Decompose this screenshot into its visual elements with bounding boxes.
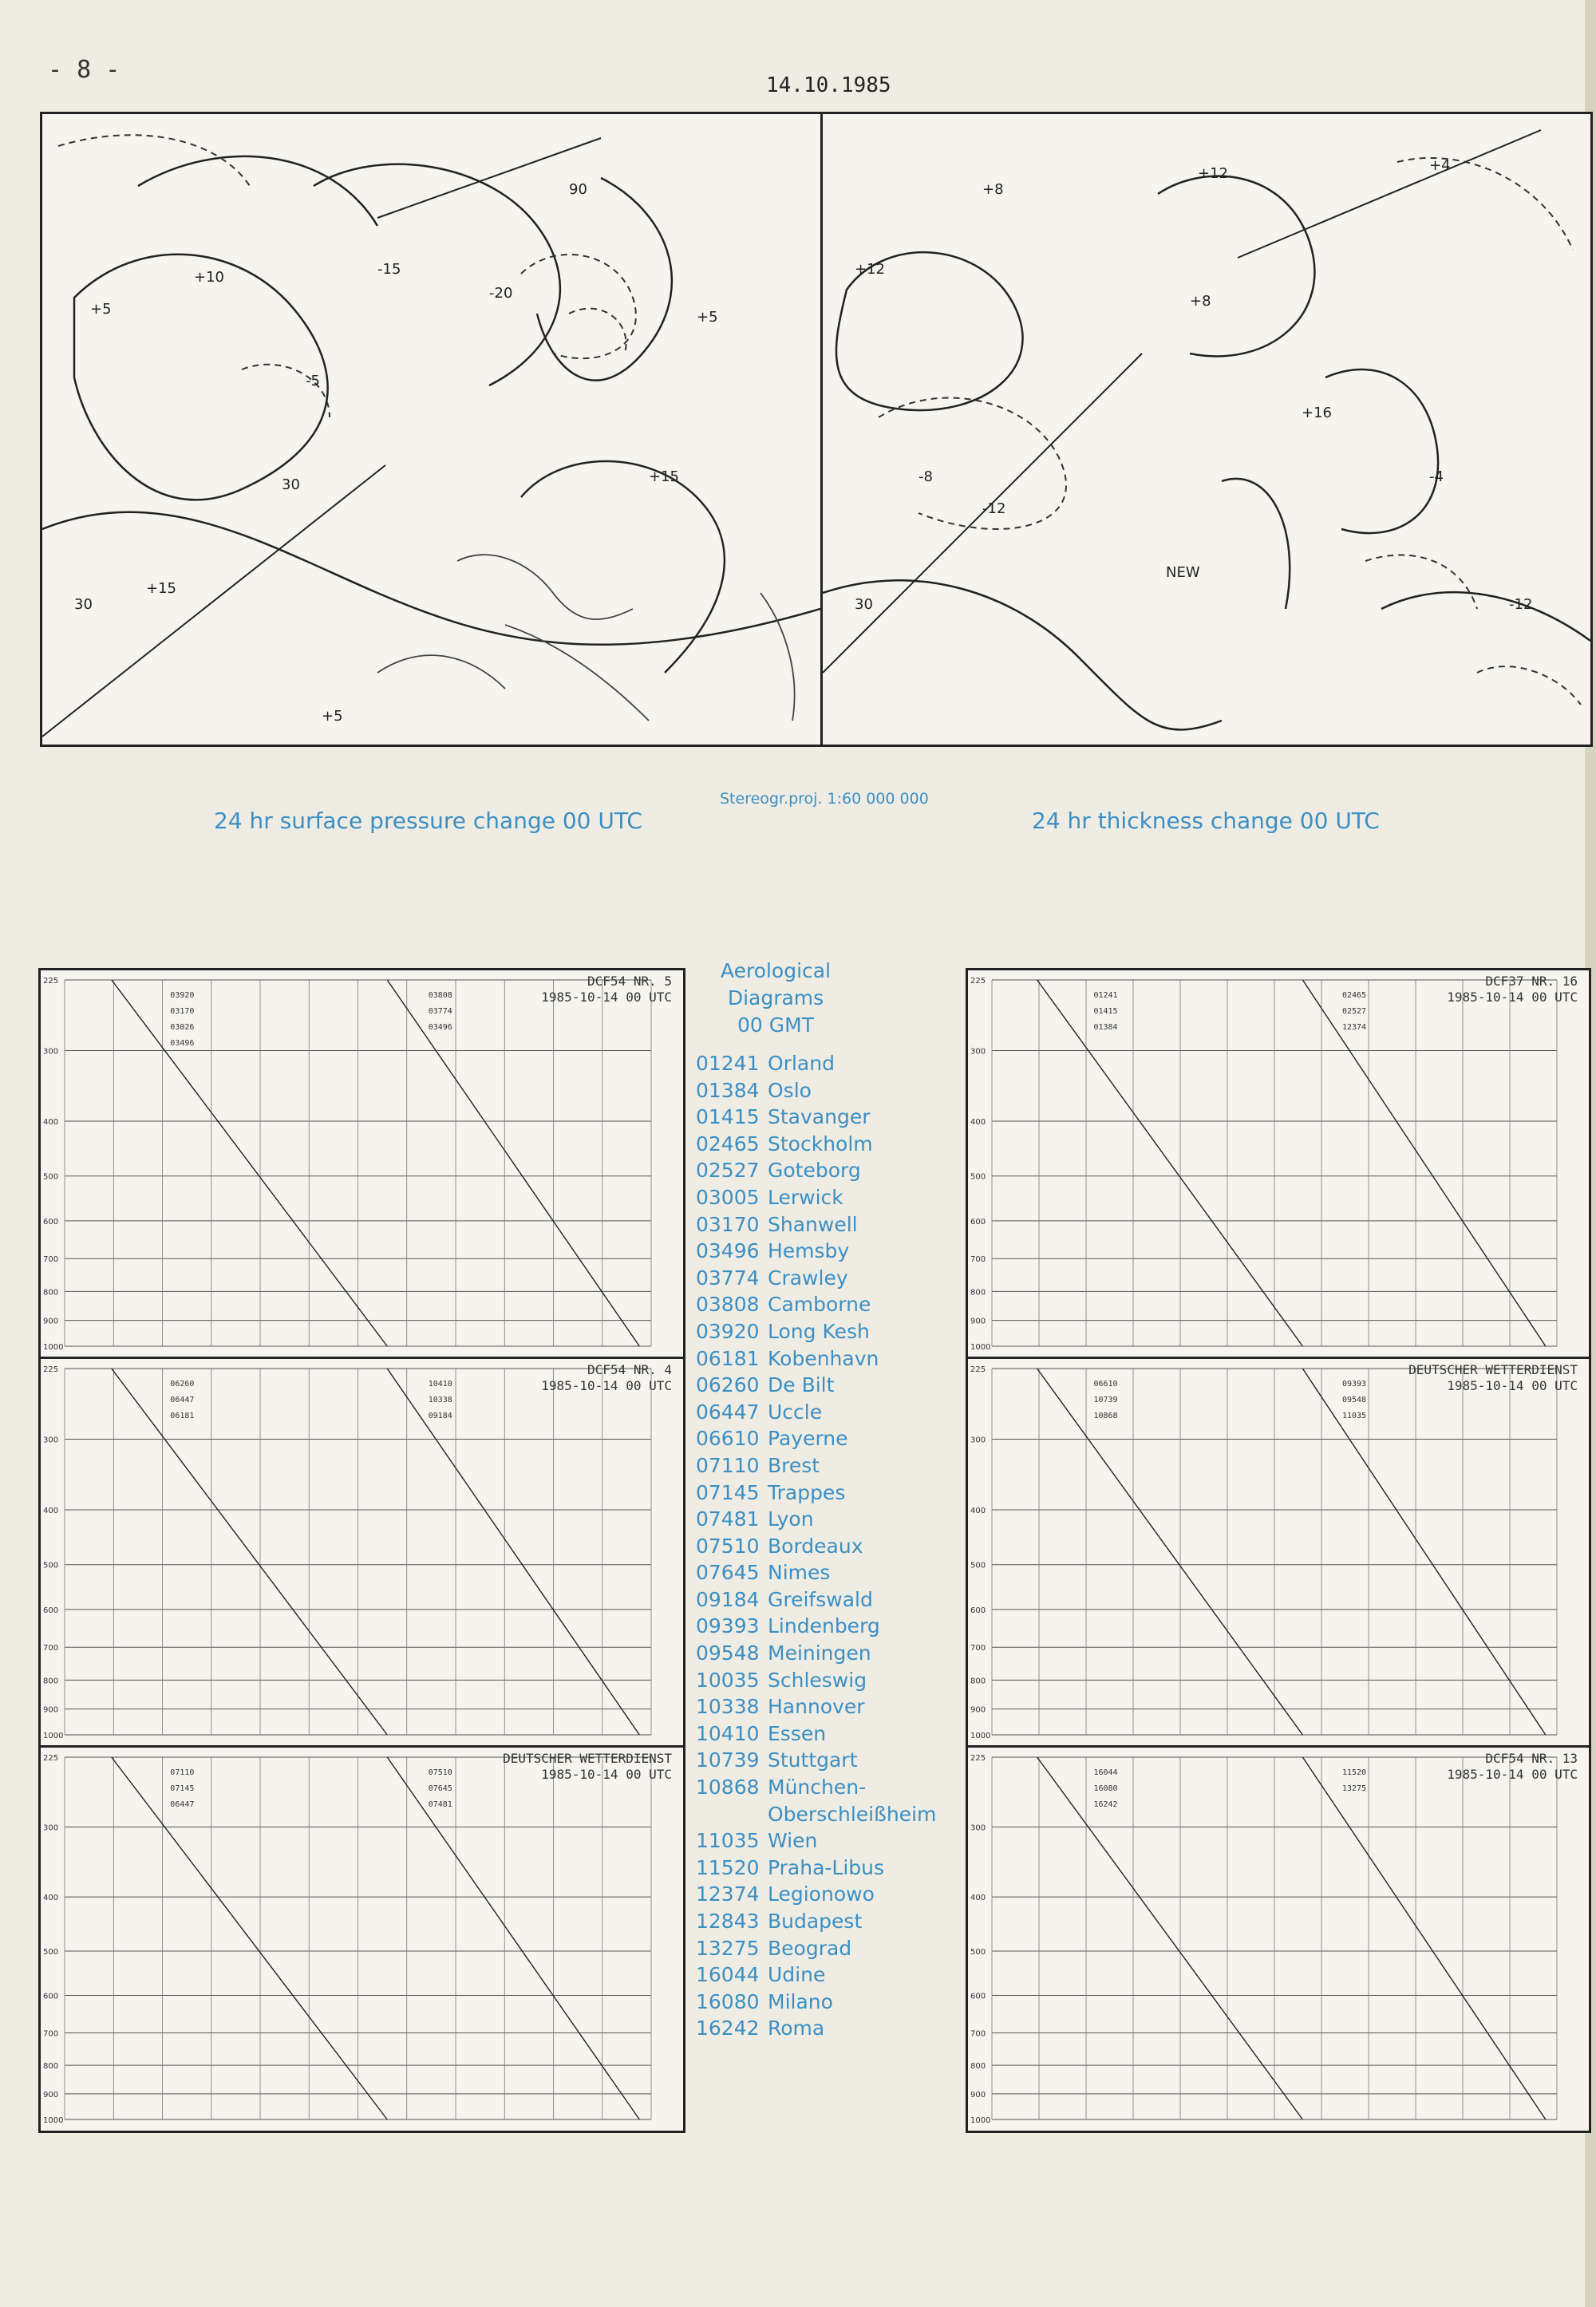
diagram-station-code: 07645 bbox=[428, 1784, 452, 1793]
diagram-station-code: 11520 bbox=[1341, 1768, 1367, 1777]
station-name: Budapest bbox=[768, 1910, 863, 1933]
pressure-tick-label: 700 bbox=[43, 2029, 59, 2039]
station-code: 01415 bbox=[696, 1105, 760, 1129]
station-name: Lyon bbox=[768, 1507, 814, 1531]
aerological-diagram-5 bbox=[966, 1357, 1591, 1748]
station-name: Wien bbox=[768, 1829, 818, 1853]
svg-text:30: 30 bbox=[74, 596, 93, 613]
aerological-diagram-1 bbox=[38, 968, 685, 1360]
station-name: Udine bbox=[768, 1963, 826, 1987]
station-name: München- bbox=[768, 1776, 867, 1799]
station-code: 12843 bbox=[696, 1910, 760, 1933]
pressure-tick-label: 225 bbox=[43, 1365, 59, 1374]
station-row bbox=[696, 1425, 959, 1452]
station-code: 16044 bbox=[696, 1963, 760, 1987]
station-row bbox=[696, 1747, 959, 1774]
station-code: 02527 bbox=[696, 1159, 760, 1183]
pressure-tick-label: 1000 bbox=[970, 1732, 991, 1740]
svg-text:+8: +8 bbox=[982, 181, 1004, 198]
pressure-tick-label: 1000 bbox=[970, 1343, 991, 1352]
station-row bbox=[696, 1506, 959, 1533]
pressure-tick-label: 600 bbox=[43, 1606, 59, 1615]
diagram-title: DEUTSCHER WETTERDIENST 1985-10-14 00 UTC bbox=[503, 1751, 672, 1782]
pressure-tick-label: 500 bbox=[43, 1561, 59, 1570]
aerological-diagram-6 bbox=[966, 1745, 1591, 2133]
station-name: Trappes bbox=[768, 1480, 846, 1504]
pressure-tick-label: 800 bbox=[970, 1677, 986, 1686]
svg-text:-4: -4 bbox=[1429, 468, 1444, 485]
diagram-grid bbox=[968, 1359, 1589, 1746]
svg-text:+4: +4 bbox=[1429, 157, 1451, 174]
station-code: 01241 bbox=[696, 1052, 760, 1075]
station-name: Lerwick bbox=[768, 1185, 843, 1209]
diagram-title: DCF54 NR. 13 1985-10-14 00 UTC bbox=[1447, 1751, 1578, 1782]
diagram-station-code: 10739 bbox=[1093, 1396, 1118, 1404]
station-code: 09184 bbox=[696, 1587, 760, 1611]
diagram-station-code: 09548 bbox=[1341, 1396, 1367, 1404]
page-number: - 8 - bbox=[48, 56, 120, 84]
station-code: 01384 bbox=[696, 1078, 760, 1102]
svg-text:-12: -12 bbox=[1509, 596, 1533, 613]
station-row bbox=[696, 1855, 959, 1882]
station-name: Stuttgart bbox=[768, 1748, 858, 1772]
pressure-tick-label: 500 bbox=[43, 1172, 59, 1182]
pressure-change-map bbox=[40, 112, 823, 747]
pressure-tick-label: 225 bbox=[970, 1365, 986, 1374]
station-code: 16080 bbox=[696, 1989, 760, 2013]
station-name: Goteborg bbox=[768, 1159, 861, 1183]
station-code: 03920 bbox=[696, 1319, 760, 1343]
diagram-station-code: 01241 bbox=[1093, 991, 1118, 1000]
station-code: 03170 bbox=[696, 1212, 760, 1236]
station-name: Bordeaux bbox=[768, 1534, 863, 1558]
diagram-station-code: 16080 bbox=[1093, 1784, 1118, 1793]
diagram-station-code: 02527 bbox=[1341, 1007, 1367, 1016]
diagram-station-code: 01384 bbox=[1093, 1023, 1118, 1032]
station-name: Crawley bbox=[768, 1266, 848, 1290]
diagram-station-code: 09393 bbox=[1341, 1380, 1367, 1389]
station-name: Oslo bbox=[768, 1078, 812, 1102]
diagram-title: DCF37 NR. 16 1985-10-14 00 UTC bbox=[1447, 974, 1578, 1005]
diagram-station-code: 03920 bbox=[170, 991, 195, 1000]
thickness-map-drawing bbox=[823, 114, 1590, 745]
station-row bbox=[696, 1559, 959, 1586]
station-row bbox=[696, 1908, 959, 1935]
diagram-station-code: 16044 bbox=[1093, 1768, 1118, 1777]
pressure-tick-label: 225 bbox=[970, 1754, 986, 1763]
pressure-tick-label: 1000 bbox=[970, 2116, 991, 2125]
diagram-title: DCF54 NR. 5 1985-10-14 00 UTC bbox=[541, 974, 672, 1005]
map-projection-note: Stereogr.proj. 1:60 000 000 bbox=[720, 790, 929, 808]
svg-text:+10: +10 bbox=[194, 269, 224, 286]
station-name: Oberschleißheim bbox=[768, 1802, 937, 1826]
station-code: 16242 bbox=[696, 2017, 760, 2040]
diagram-station-code: 06610 bbox=[1093, 1380, 1118, 1389]
station-name: Camborne bbox=[768, 1293, 871, 1317]
pressure-tick-label: 900 bbox=[970, 2090, 986, 2100]
svg-text:+5: +5 bbox=[90, 301, 112, 318]
heading-line-2: Diagrams bbox=[727, 986, 824, 1009]
pressure-tick-label: 400 bbox=[970, 1118, 986, 1128]
svg-text:-15: -15 bbox=[377, 261, 401, 278]
diagram-grid bbox=[41, 970, 683, 1357]
pressure-tick-label: 800 bbox=[43, 2062, 59, 2072]
pressure-tick-label: 500 bbox=[970, 1948, 986, 1957]
pressure-tick-label: 700 bbox=[970, 2029, 986, 2039]
diagram-station-code: 07110 bbox=[170, 1768, 195, 1777]
station-name: Nimes bbox=[768, 1561, 831, 1585]
diagram-station-code: 10410 bbox=[428, 1380, 452, 1389]
svg-text:-20: -20 bbox=[489, 285, 513, 302]
station-code: 03774 bbox=[696, 1266, 760, 1290]
pressure-tick-label: 300 bbox=[970, 1436, 986, 1445]
pressure-map-caption: 24 hr surface pressure change 00 UTC bbox=[214, 808, 642, 834]
aerological-diagram-3 bbox=[38, 1745, 685, 2133]
station-row bbox=[696, 1131, 959, 1158]
pressure-tick-label: 300 bbox=[43, 1047, 59, 1057]
svg-text:30: 30 bbox=[282, 476, 300, 493]
svg-text:+12: +12 bbox=[855, 261, 885, 278]
pressure-tick-label: 225 bbox=[43, 977, 59, 986]
station-name: Hannover bbox=[768, 1695, 865, 1719]
pressure-tick-label: 500 bbox=[43, 1948, 59, 1957]
station-row bbox=[696, 1211, 959, 1238]
pressure-tick-label: 300 bbox=[43, 1823, 59, 1833]
diagram-station-code: 03808 bbox=[428, 991, 452, 1000]
diagram-station-code: 07481 bbox=[428, 1800, 452, 1809]
station-name: Uccle bbox=[768, 1400, 823, 1424]
station-name: Beograd bbox=[768, 1936, 852, 1960]
diagram-station-code: 01415 bbox=[1093, 1007, 1118, 1016]
station-code: 06447 bbox=[696, 1400, 760, 1424]
svg-text:-5: -5 bbox=[306, 373, 320, 389]
station-row bbox=[696, 1104, 959, 1131]
pressure-tick-label: 225 bbox=[43, 1754, 59, 1763]
station-code: 09393 bbox=[696, 1614, 760, 1638]
pressure-tick-label: 700 bbox=[43, 1255, 59, 1265]
pressure-tick-label: 1000 bbox=[43, 2116, 64, 2125]
station-code: 11520 bbox=[696, 1855, 760, 1879]
station-name: Essen bbox=[768, 1721, 827, 1745]
station-row bbox=[696, 1291, 959, 1318]
page-date: 14.10.1985 bbox=[766, 73, 891, 97]
station-code: 10338 bbox=[696, 1695, 760, 1719]
diagram-station-code: 03496 bbox=[428, 1023, 452, 1032]
station-code: 10035 bbox=[696, 1668, 760, 1692]
station-code: 13275 bbox=[696, 1936, 760, 1960]
diagram-station-code: 03026 bbox=[170, 1023, 195, 1032]
svg-text:-8: -8 bbox=[918, 468, 933, 485]
station-code: 03005 bbox=[696, 1185, 760, 1209]
diagram-title: DCF54 NR. 4 1985-10-14 00 UTC bbox=[541, 1362, 672, 1393]
station-name: Schleswig bbox=[768, 1668, 867, 1692]
station-name: Lindenberg bbox=[768, 1614, 880, 1638]
pressure-tick-label: 500 bbox=[970, 1172, 986, 1182]
station-row bbox=[696, 1157, 959, 1184]
station-row bbox=[696, 1399, 959, 1426]
svg-text:30: 30 bbox=[855, 596, 873, 613]
station-code: 07145 bbox=[696, 1480, 760, 1504]
station-code: 07481 bbox=[696, 1507, 760, 1531]
station-row bbox=[696, 1345, 959, 1373]
station-row bbox=[696, 1238, 959, 1265]
pressure-tick-label: 1000 bbox=[43, 1732, 64, 1740]
station-name: Shanwell bbox=[768, 1212, 858, 1236]
station-row bbox=[696, 1667, 959, 1694]
pressure-tick-label: 900 bbox=[43, 2090, 59, 2100]
svg-text:+5: +5 bbox=[322, 708, 343, 725]
station-name: Hemsby bbox=[768, 1239, 850, 1263]
diagram-station-code: 12374 bbox=[1341, 1023, 1367, 1032]
station-name: Meiningen bbox=[768, 1641, 871, 1665]
diagram-station-code: 10338 bbox=[428, 1396, 452, 1404]
svg-text:+15: +15 bbox=[146, 580, 176, 597]
pressure-tick-label: 800 bbox=[970, 2062, 986, 2072]
station-row bbox=[696, 1372, 959, 1399]
station-name: Kobenhavn bbox=[768, 1346, 879, 1370]
station-row bbox=[696, 1613, 959, 1640]
station-name: Brest bbox=[768, 1453, 820, 1477]
pressure-tick-label: 225 bbox=[970, 977, 986, 986]
pressure-tick-label: 800 bbox=[43, 1288, 59, 1298]
station-row bbox=[696, 1774, 959, 1801]
station-name: De Bilt bbox=[768, 1373, 835, 1397]
diagram-station-code: 06447 bbox=[170, 1396, 195, 1404]
station-list-panel bbox=[696, 958, 959, 2042]
diagram-title: DEUTSCHER WETTERDIENST 1985-10-14 00 UTC bbox=[1408, 1362, 1578, 1393]
station-code: 10739 bbox=[696, 1748, 760, 1772]
thickness-change-map bbox=[820, 112, 1593, 747]
pressure-tick-label: 900 bbox=[970, 1705, 986, 1715]
pressure-tick-label: 600 bbox=[43, 1992, 59, 2001]
pressure-tick-label: 800 bbox=[970, 1288, 986, 1298]
pressure-map-drawing bbox=[42, 114, 820, 745]
station-code: 07645 bbox=[696, 1561, 760, 1585]
pressure-tick-label: 300 bbox=[970, 1047, 986, 1057]
station-name: Milano bbox=[768, 1989, 833, 2013]
pressure-tick-label: 400 bbox=[970, 1894, 986, 1903]
diagram-station-code: 06447 bbox=[170, 1800, 195, 1809]
diagram-station-code: 07145 bbox=[170, 1784, 195, 1793]
pressure-tick-label: 900 bbox=[43, 1705, 59, 1715]
pressure-tick-label: 600 bbox=[970, 1992, 986, 2001]
diagram-station-code: 07510 bbox=[428, 1768, 452, 1777]
svg-text:-12: -12 bbox=[982, 500, 1006, 517]
station-row bbox=[696, 1881, 959, 1908]
station-row bbox=[696, 2015, 959, 2042]
station-name: Roma bbox=[768, 2017, 825, 2040]
station-row bbox=[696, 1640, 959, 1667]
station-code: 07110 bbox=[696, 1453, 760, 1477]
diagram-grid bbox=[41, 1359, 683, 1746]
pressure-tick-label: 600 bbox=[970, 1217, 986, 1227]
diagram-station-code: 11035 bbox=[1341, 1412, 1367, 1420]
station-row bbox=[696, 1989, 959, 2016]
station-list-heading bbox=[696, 958, 855, 1039]
pressure-tick-label: 600 bbox=[43, 1217, 59, 1227]
pressure-tick-label: 900 bbox=[970, 1317, 986, 1326]
diagram-station-code: 09184 bbox=[428, 1412, 452, 1420]
station-name: Praha-Libus bbox=[768, 1855, 885, 1879]
diagram-grid bbox=[968, 970, 1589, 1357]
station-code bbox=[696, 1801, 768, 1828]
heading-line-3: 00 GMT bbox=[737, 1013, 814, 1037]
pressure-tick-label: 400 bbox=[43, 1118, 59, 1128]
station-name: Orland bbox=[768, 1052, 835, 1075]
pressure-tick-label: 300 bbox=[43, 1436, 59, 1445]
station-code: 06260 bbox=[696, 1373, 760, 1397]
station-row bbox=[696, 1184, 959, 1211]
aerological-diagram-4 bbox=[966, 968, 1591, 1360]
diagram-station-code: 03774 bbox=[428, 1007, 452, 1016]
svg-text:+8: +8 bbox=[1190, 293, 1211, 310]
station-code: 02465 bbox=[696, 1132, 760, 1155]
station-row bbox=[696, 1935, 959, 1962]
pressure-tick-label: 400 bbox=[970, 1507, 986, 1516]
station-code: 09548 bbox=[696, 1641, 760, 1665]
station-code: 06610 bbox=[696, 1427, 760, 1451]
heading-line-1: Aerological bbox=[720, 959, 832, 982]
pressure-tick-label: 400 bbox=[43, 1894, 59, 1903]
pressure-tick-label: 800 bbox=[43, 1677, 59, 1686]
pressure-tick-label: 900 bbox=[43, 1317, 59, 1326]
station-row bbox=[696, 1961, 959, 1989]
station-name: Legionowo bbox=[768, 1882, 875, 1906]
diagram-station-code: 06260 bbox=[170, 1380, 195, 1389]
station-row bbox=[696, 1533, 959, 1560]
diagram-station-code: 02465 bbox=[1341, 991, 1367, 1000]
diagram-station-code: 13275 bbox=[1341, 1784, 1367, 1793]
thickness-map-caption: 24 hr thickness change 00 UTC bbox=[1032, 808, 1380, 834]
svg-text:NEW: NEW bbox=[1166, 564, 1200, 581]
station-row bbox=[696, 1801, 959, 1828]
pressure-tick-label: 300 bbox=[970, 1823, 986, 1833]
station-code: 11035 bbox=[696, 1829, 760, 1853]
station-name: Payerne bbox=[768, 1427, 848, 1451]
station-list bbox=[696, 1050, 959, 2042]
station-name: Stockholm bbox=[768, 1132, 873, 1155]
svg-text:+16: +16 bbox=[1302, 405, 1332, 421]
svg-text:+12: +12 bbox=[1198, 165, 1228, 182]
diagram-station-code: 03496 bbox=[170, 1039, 195, 1048]
station-name: Long Kesh bbox=[768, 1319, 870, 1343]
diagram-station-code: 03170 bbox=[170, 1007, 195, 1016]
svg-text:+15: +15 bbox=[649, 468, 679, 485]
station-row bbox=[696, 1265, 959, 1292]
svg-text:+5: +5 bbox=[697, 309, 718, 326]
pressure-tick-label: 400 bbox=[43, 1507, 59, 1516]
station-row bbox=[696, 1586, 959, 1614]
diagram-station-code: 16242 bbox=[1093, 1800, 1118, 1809]
diagram-station-code: 06181 bbox=[170, 1412, 195, 1420]
station-code: 07510 bbox=[696, 1534, 760, 1558]
pressure-tick-label: 700 bbox=[970, 1644, 986, 1653]
pressure-tick-label: 600 bbox=[970, 1606, 986, 1615]
station-row bbox=[696, 1827, 959, 1855]
pressure-tick-label: 500 bbox=[970, 1561, 986, 1570]
station-code: 06181 bbox=[696, 1346, 760, 1370]
aerological-diagram-2 bbox=[38, 1357, 685, 1748]
station-name: Greifswald bbox=[768, 1587, 873, 1611]
station-code: 12374 bbox=[696, 1882, 760, 1906]
pressure-tick-label: 700 bbox=[970, 1255, 986, 1265]
station-code: 10868 bbox=[696, 1776, 760, 1799]
pressure-tick-label: 1000 bbox=[43, 1343, 64, 1352]
station-code: 03496 bbox=[696, 1239, 760, 1263]
station-row bbox=[696, 1720, 959, 1748]
station-code: 10410 bbox=[696, 1721, 760, 1745]
station-row bbox=[696, 1479, 959, 1507]
station-row bbox=[696, 1050, 959, 1077]
station-row bbox=[696, 1452, 959, 1479]
diagram-station-code: 10868 bbox=[1093, 1412, 1118, 1420]
station-row bbox=[696, 1318, 959, 1345]
station-row bbox=[696, 1077, 959, 1104]
diagram-grid bbox=[968, 1748, 1589, 2131]
pressure-tick-label: 700 bbox=[43, 1644, 59, 1653]
diagram-grid bbox=[41, 1748, 683, 2131]
station-code: 03808 bbox=[696, 1293, 760, 1317]
station-name: Stavanger bbox=[768, 1105, 871, 1129]
svg-text:90: 90 bbox=[569, 181, 587, 198]
station-row bbox=[696, 1693, 959, 1720]
